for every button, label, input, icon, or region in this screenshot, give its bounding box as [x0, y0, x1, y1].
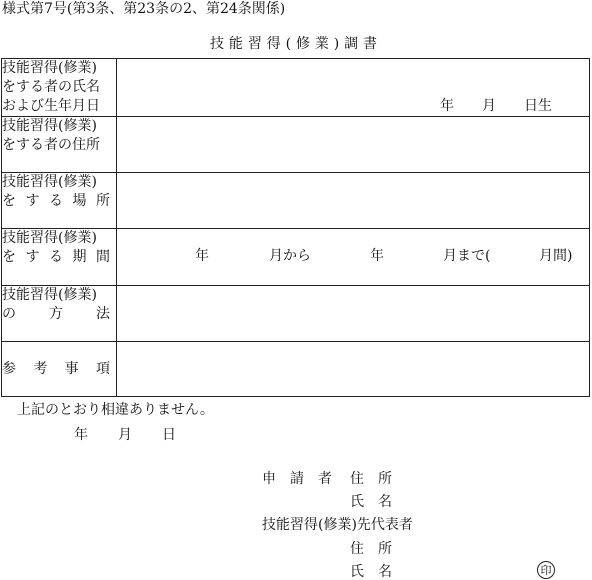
declaration-text: 上記のとおり相違ありません。	[17, 402, 214, 418]
value-place[interactable]	[117, 173, 590, 229]
table-row-address	[2, 117, 590, 173]
representative-label: 技能習得(修業)先代表者	[262, 517, 413, 533]
representative-name-label: 氏 名	[350, 564, 392, 580]
label-address: 技能習得(修業) をする者の住所	[2, 117, 117, 173]
table-row-period	[2, 229, 590, 286]
period-month-to: 月まで(	[443, 248, 491, 264]
birthdate-suffix: 年 月 日生	[440, 98, 552, 114]
form-number-header: 様式第7号(第3条、第23条の2、第24条関係)	[2, 1, 286, 17]
table-row-method	[2, 286, 590, 342]
period-year-from: 年	[195, 248, 209, 264]
label-remarks: 参 考 事 項	[2, 342, 117, 397]
value-method[interactable]	[117, 286, 590, 342]
period-month-from: 月から	[269, 248, 311, 264]
value-name-birthdate[interactable]	[117, 59, 590, 117]
table-row-place	[2, 173, 590, 229]
survey-table	[1, 58, 590, 397]
value-remarks[interactable]	[117, 342, 590, 397]
period-months: 月間)	[539, 248, 573, 264]
label-place: 技能習得(修業) を す る 場 所	[2, 173, 117, 229]
date-day: 日	[162, 427, 176, 443]
applicant-address-label: 住 所	[350, 471, 392, 487]
date-year: 年	[74, 427, 88, 443]
value-period[interactable]	[117, 229, 590, 286]
period-year-to: 年	[370, 248, 384, 264]
applicant-name-label: 氏 名	[350, 494, 392, 510]
label-period: 技能習得(修業) を す る 期 間	[2, 229, 117, 286]
table-row-name-birthdate	[2, 59, 590, 117]
representative-address-label: 住 所	[350, 541, 392, 557]
label-name-birthdate: 技能習得(修業) をする者の氏名 および生年月日	[2, 59, 117, 117]
seal-mark: 印	[537, 561, 555, 579]
label-method: 技能習得(修業) の 方 法	[2, 286, 117, 342]
value-address[interactable]	[117, 117, 590, 173]
table-row-remarks	[2, 342, 590, 397]
date-month: 月	[118, 427, 132, 443]
document-title: 技能習得(修業)調書	[210, 36, 382, 52]
applicant-label: 申 請 者	[262, 471, 332, 487]
